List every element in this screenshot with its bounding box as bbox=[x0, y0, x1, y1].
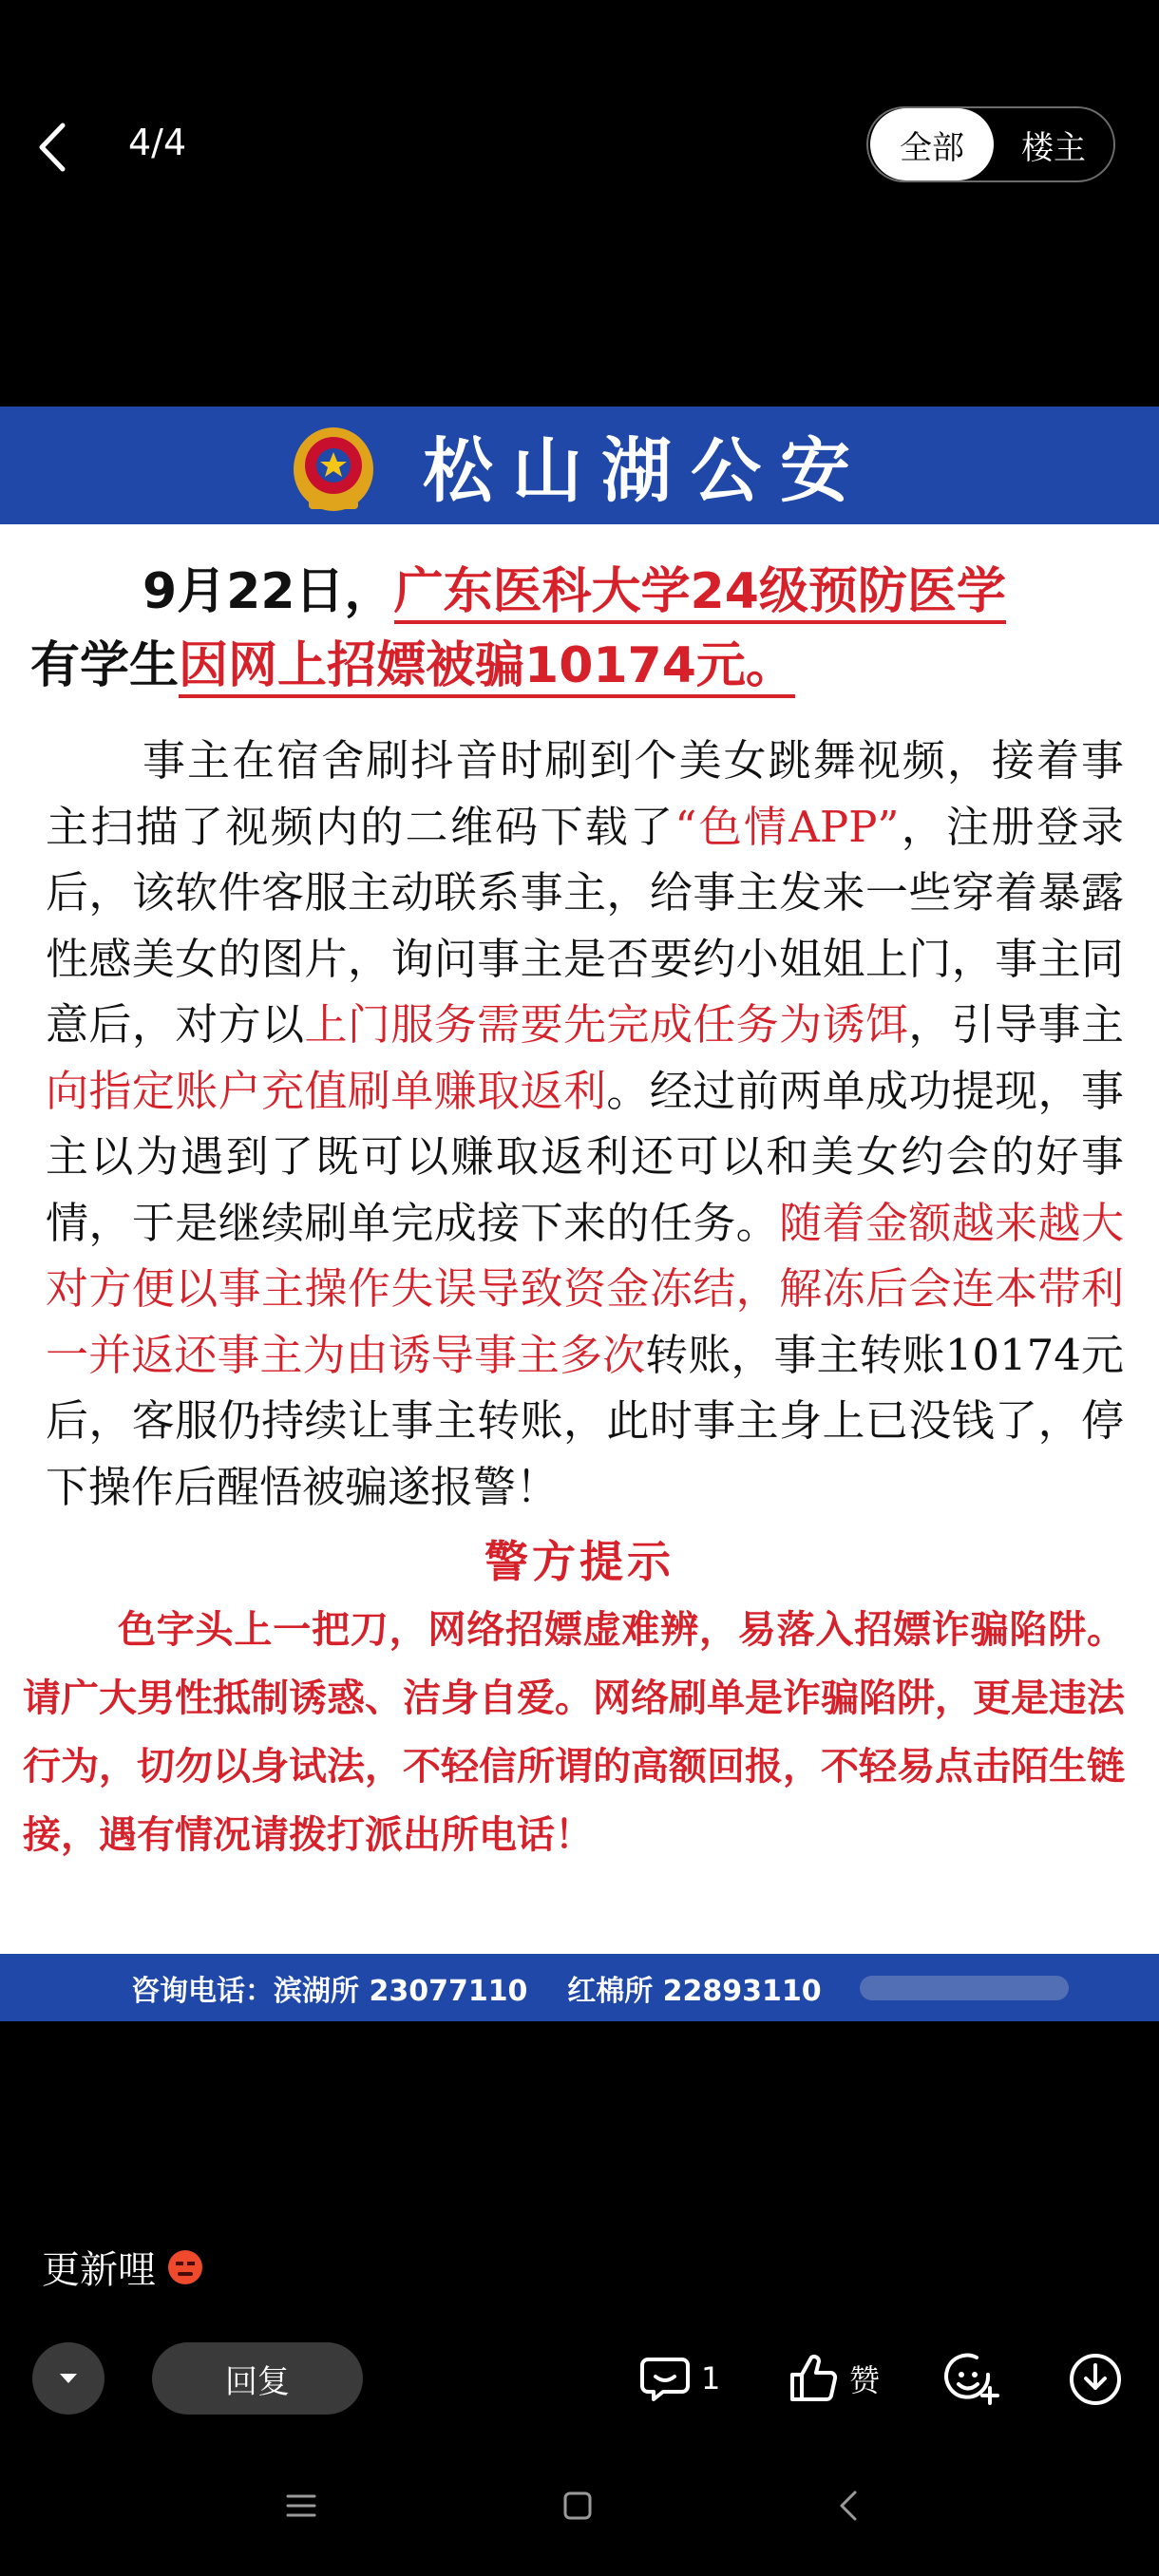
add-emoji-icon bbox=[944, 2352, 1003, 2407]
warning-title: 警方提示 bbox=[484, 1536, 674, 1587]
case-description bbox=[46, 728, 1124, 1520]
page-counter: 4/4 bbox=[128, 122, 187, 163]
post-caption bbox=[42, 2240, 203, 2294]
comment-icon bbox=[638, 2352, 692, 2405]
headline-event: 因网上招嫖被骗10174元。 bbox=[179, 637, 795, 698]
poster-title: 松山湖公安 bbox=[423, 430, 869, 512]
police-badge-icon bbox=[290, 418, 377, 513]
poster-image[interactable] bbox=[0, 407, 1159, 2021]
comment-count: 1 bbox=[701, 2360, 721, 2396]
body-segment-highlight: 上门服务需要先完成任务为诱饵 bbox=[304, 999, 909, 1050]
filter-all-button[interactable]: 全部 bbox=[870, 108, 994, 180]
warning-text: 色字头上一把刀，网络招嫖虚难辨，易落入招嫖诈骗陷阱。请广大男性抵制诱惑、洁身自爱。网络刷单是诈骗陷阱，更是违法行为，切勿以身试法，不轻信所谓的高额回报，不轻易点击陌生链接，遇有情况请拨打派出所电话！ bbox=[23, 1608, 1125, 1857]
headline-line-2 bbox=[30, 625, 795, 696]
add-reaction-button[interactable] bbox=[944, 2352, 1003, 2407]
like-label: 赞 bbox=[849, 2362, 881, 2398]
reply-button[interactable]: 回复 bbox=[152, 2342, 363, 2415]
poster-footer bbox=[0, 1954, 1159, 2021]
nav-back-button[interactable] bbox=[838, 2489, 859, 2527]
comment-button[interactable] bbox=[638, 2352, 720, 2405]
collapse-button[interactable] bbox=[32, 2342, 104, 2415]
headline-date: 9月22日， bbox=[142, 563, 394, 620]
back-button[interactable] bbox=[38, 114, 86, 180]
headline-prefix: 有学生 bbox=[30, 637, 180, 694]
body-segment: 转账，事主转账10174元后，客服仍持续让事主转账，此时事主身上已没钱了，停下操作后醒悟被骗遂报警！ bbox=[46, 1329, 1124, 1512]
body-segment-highlight: “色情APP” bbox=[674, 801, 900, 852]
download-icon bbox=[1068, 2352, 1123, 2407]
body-segment: 。经过前两单成功提现，事主以为遇到了既可以赚取返利还可以和美女约会的好事情，于是继续刷单完成接下来的任务。 bbox=[46, 1065, 1124, 1248]
contact-phones: 咨询电话：滨湖所 23077110 红棉所 22893110 bbox=[131, 1974, 822, 2008]
nav-home-button[interactable] bbox=[562, 2491, 593, 2525]
angry-face-emoji-icon bbox=[167, 2249, 203, 2285]
nav-back-icon bbox=[838, 2489, 859, 2523]
body-segment: ，注册登录后，该软件客服主动联系事主，给事主发来一些穿着暴露性感美女的图片，询问事主是否要约小姐姐上门，事主同意后，对方以 bbox=[46, 801, 1124, 1050]
filter-op-button[interactable]: 楼主 bbox=[1021, 128, 1086, 167]
body-segment: ，引导事主 bbox=[908, 999, 1124, 1050]
square-icon bbox=[562, 2491, 593, 2521]
body-segment-highlight: 向指定账户充值刷单赚取返利 bbox=[46, 1065, 607, 1116]
caret-down-icon bbox=[58, 2372, 79, 2385]
blurred-watermark bbox=[860, 1976, 1069, 2000]
thumbs-up-icon bbox=[787, 2352, 840, 2405]
headline-line-1 bbox=[142, 551, 1006, 622]
body-segment-highlight: 随着金额越来越大对方便以事主操作失误导致资金冻结，解冻后会连本带利一并返还事主为由诱导事主多次 bbox=[46, 1197, 1124, 1380]
download-button[interactable] bbox=[1068, 2352, 1123, 2407]
post-caption-text: 更新哩 bbox=[42, 2248, 156, 2292]
menu-lines-icon bbox=[285, 2492, 317, 2519]
chevron-left-icon bbox=[38, 122, 66, 173]
filter-toggle[interactable] bbox=[866, 106, 1115, 182]
like-button[interactable] bbox=[787, 2352, 880, 2405]
body-segment: 事主在宿舍刷抖音时刷到个美女跳舞视频，接着事主扫描了视频内的二维码下载了 bbox=[46, 735, 1124, 852]
nav-recents-button[interactable] bbox=[285, 2492, 317, 2523]
headline-school: 广东医科大学24级预防医学 bbox=[394, 563, 1006, 624]
poster-header bbox=[0, 407, 1159, 524]
